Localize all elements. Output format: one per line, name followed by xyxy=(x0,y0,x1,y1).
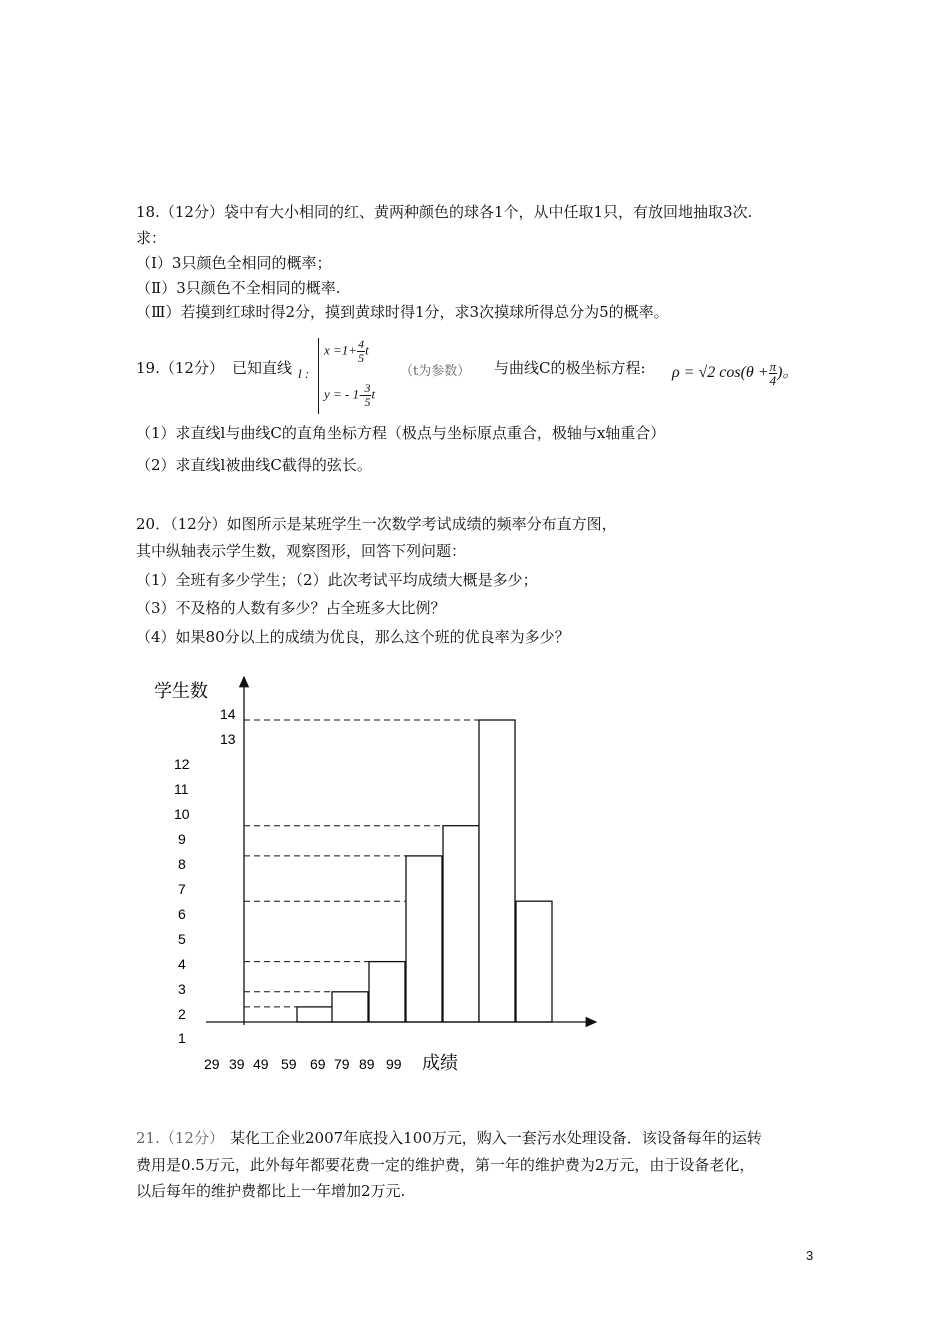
y-axis-label: 学生数 xyxy=(154,681,208,702)
y-tick-label: 12 xyxy=(174,756,190,772)
y-tick-label: 10 xyxy=(174,806,190,822)
x-tick-label: 29 xyxy=(204,1056,220,1072)
x-tick-label: 59 xyxy=(281,1056,297,1072)
q20-stem-2: 其中纵轴表示学生数，观察图形，回答下列问题： xyxy=(136,542,467,560)
q19-equation-1: x =1+ $\frac{4}{5}$ t xyxy=(324,337,369,365)
q19-mid: 与曲线C的极坐标方程: xyxy=(494,359,646,377)
histogram-bar xyxy=(369,962,405,1022)
q18-part2: （Ⅱ）3只颜色不全相同的概率. xyxy=(136,279,341,297)
q19-brace xyxy=(318,338,319,414)
x-tick-label: 69 xyxy=(310,1056,326,1072)
x-tick-label: 99 xyxy=(386,1056,402,1072)
q19-part1: （1）求直线l与曲线C的直角坐标方程（极点与坐标原点重合，极轴与x轴重合） xyxy=(136,424,666,442)
y-tick-label: 4 xyxy=(178,956,186,972)
q21-line-3: 以后每年的维护费都比上一年增加2万元. xyxy=(136,1182,406,1200)
x-axis-label: 成绩 xyxy=(422,1053,458,1074)
q19-lead: 已知直线 xyxy=(232,359,293,377)
y-tick-label: 6 xyxy=(178,906,186,922)
histogram-bar xyxy=(406,856,442,1022)
y-tick-label: 1 xyxy=(178,1030,186,1046)
q21-label: 21.（12分） xyxy=(136,1129,224,1147)
x-tick-label: 79 xyxy=(334,1056,350,1072)
q19-equation-2: y = - 1- $\frac{3}{5}$ t xyxy=(324,381,376,409)
y-tick-label: 13 xyxy=(220,731,236,747)
q19-param-note: （t为参数） xyxy=(400,364,471,379)
x-tick-label: 49 xyxy=(253,1056,269,1072)
q19-part2: （2）求直线l被曲线C截得的弦长。 xyxy=(136,456,372,474)
q18-ask: 求： xyxy=(136,229,167,247)
q20-part3: （3）不及格的人数有多少？占全班多大比例？ xyxy=(136,599,446,617)
q20-part1-2: （1）全班有多少学生；（2）此次考试平均成绩大概是多少； xyxy=(136,571,538,589)
q20-part4: （4）如果80分以上的成绩为优良，那么这个班的优良率为多少？ xyxy=(136,628,570,646)
q19-line-symbol: l : xyxy=(298,366,310,381)
y-tick-label: 11 xyxy=(174,781,189,797)
histogram-bar xyxy=(443,826,479,1022)
page-number: 3 xyxy=(806,1248,814,1263)
x-tick-label: 89 xyxy=(359,1056,375,1072)
histogram-bar xyxy=(297,1007,333,1022)
q19-label: 19.（12分） xyxy=(136,359,224,377)
y-tick-label: 3 xyxy=(178,981,186,997)
q21-line-2: 费用是0.5万元，此外每年都要花费一定的维护费，第一年的维护费为2万元，由于设备老化， xyxy=(136,1156,755,1174)
y-tick-label: 9 xyxy=(178,831,186,847)
histogram-bar xyxy=(516,901,552,1022)
q19-polar-equation: ρ = √2 cos(θ + $\frac{\pi}{4}$ )。 xyxy=(672,359,799,388)
y-tick-label: 2 xyxy=(178,1006,186,1022)
y-tick-label: 5 xyxy=(178,931,186,947)
histogram-chart xyxy=(140,665,610,1085)
q18-stem: 18.（12分）袋中有大小相同的红、黄两种颜色的球各1个，从中任取1只，有放回地抽取3次. xyxy=(136,203,753,221)
histogram-bar xyxy=(479,720,515,1022)
y-tick-label: 14 xyxy=(220,706,236,722)
q18-part3: （Ⅲ）若摸到红球时得2分，摸到黄球时得1分，求3次摸球所得总分为5的概率。 xyxy=(136,303,669,321)
x-tick-label: 39 xyxy=(229,1056,245,1072)
q18-part1: （Ⅰ）3只颜色全相同的概率； xyxy=(136,254,332,272)
q21-line-1: 某化工企业2007年底投入100万元，购入一套污水处理设备．该设备每年的运转 xyxy=(230,1129,762,1147)
q20-stem: 20．（12分）如图所示是某班学生一次数学考试成绩的频率分布直方图， xyxy=(136,515,617,533)
y-tick-label: 8 xyxy=(178,856,186,872)
histogram-bar xyxy=(332,992,368,1022)
y-tick-label: 7 xyxy=(178,881,186,897)
